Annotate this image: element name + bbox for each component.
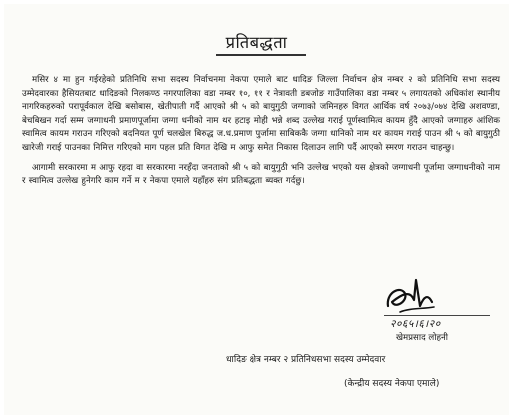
signer-name: खेमप्रसाद लोहनी bbox=[396, 333, 448, 343]
signer-designation: धादिङ क्षेत्र नम्बर २ प्रतिनिधसभा सदस्य उम्मेदवार bbox=[226, 355, 386, 365]
title-underline bbox=[216, 54, 306, 56]
paragraph-1: मसिर ४ मा हुन गईरहेको प्रतिनिधि सभा सदस्य निर्वाचनमा नेकपा एमाले बाट धादिङ जिल्ला निर्वाचन क्षेत्र नम्बर २ को प्रतिनिधि सभा सदस्य उम्मेदवारका हैसियतबाट धादिङको निलकण्ठ नगरपालिका वडा नम्बर १०, ११ र नेत्रावती डबजोङ गाउँपालिका वडा नम्बर ५ लगायतको अधिकांश स्थानीय नागरिकहरुको परापूर्वकाल देखि बसोबास, खेतीपाती गर्दै आएको श्री ५ को बायुगुठी जग्गाको जमिनहरु विगत आर्थिक वर्ष २०७३/०७४ देखि अशवण्डा, बेचबिखन गर्दा सम्म जग्गाधनी प्रमाणपूर्जामा जग्गा धनीको नाम थर हटाइ मोही भन्ने शब्द उल्लेख गराई पूर्णस्वामित्व कायम हुँदै आएको जग्गाहरु आंशिक स्वामित्व कायम गराउन गरिएको बदनियत पूर्ण चलखेल बिरुद्ध ज.ध.प्रमाण पुर्जामा साबिककै जग्गा धानिको नाम थर कायम गराई पाउन श्री ५ को बायुगुठी खारेजी गराई पाउनका निमित्त गरिएको माग पहल प्रति विगत देखि म आफु समेत निकास दिलाउन लागि पर्दै आएको स्मरण गराउन चाहन्छु। bbox=[22, 75, 500, 153]
document-title: प्रतिबद्धता bbox=[225, 33, 288, 52]
document-page bbox=[4, 4, 509, 415]
signature-date: २०६५।६।२० bbox=[390, 318, 441, 330]
signer-party: (केन्द्रीय सदस्य नेकपा एमाले) bbox=[344, 379, 440, 389]
signature-line bbox=[384, 315, 490, 316]
paragraph-2: आगामी सरकारमा म आफु रहदा वा सरकारमा नरहँदा जनताको श्री ५ को बायुगुठी भनि उल्लेख भएको यस क्षेत्रको जग्गाधनी पूर्जामा जग्गाधनीको नाम र स्वामित्व उल्लेख हुनेगरि काम गर्ने म र नेकपा एमाले यहाँहरु संग प्रतिबद्धता ब्यक्त गर्दछु। bbox=[22, 162, 500, 187]
document-body bbox=[22, 74, 500, 195]
